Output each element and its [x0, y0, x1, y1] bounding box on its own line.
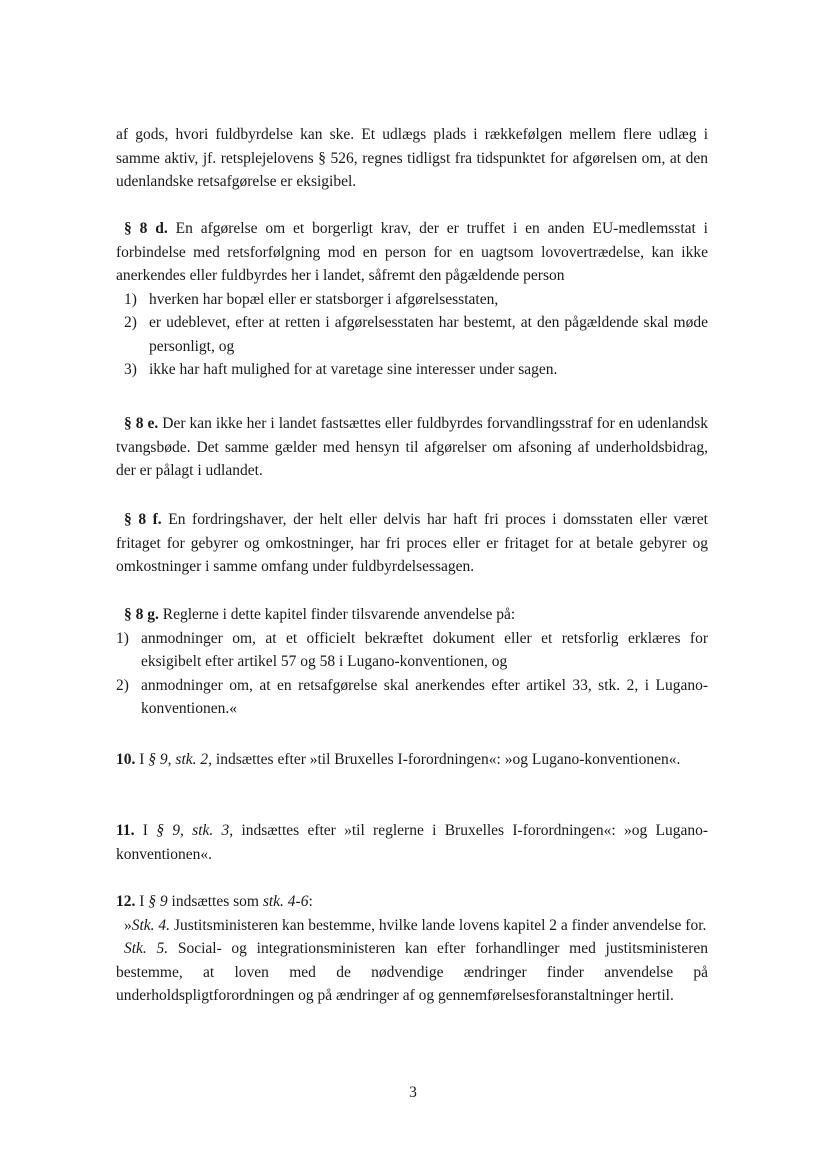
list-item-number: 2)	[124, 314, 137, 331]
amendment-11-number: 11.	[116, 822, 135, 839]
paragraph-continuation: af gods, hvori fuldbyrdelse kan ske. Et udlægs plads i rækkefølgen mellem flere udlæg i samme aktiv, jf. retsplejelovens § 526, regnes tidligst fra tidspunktet for afgørelsen om, at den udenlandske retsafgørelse er eksigibel.	[116, 126, 708, 190]
amendment-12-pre: I	[135, 893, 149, 910]
amendment-11	[116, 819, 708, 866]
list-item-text: ikke har haft mulighed for at varetage sine interesser under sagen.	[149, 361, 558, 378]
amendment-12-number: 12.	[116, 893, 136, 910]
section-8d-text: En afgørelse om et borgerligt krav, der er truffet i en anden EU-medlemsstat i forbindelse med retsforfølgning mod en person for en uagtsom lovovertrædelse, kan ikke anerkendes eller fuldbyrdes her i landet, såfremt den pågældende person	[116, 220, 708, 284]
amendment-12-post: :	[308, 893, 313, 910]
list-item-number: 1)	[124, 290, 137, 308]
amendment-10-number: 10.	[116, 751, 136, 768]
list-item-number: 1)	[116, 629, 129, 647]
amendment-12-reference: § 9	[148, 893, 168, 910]
section-8g-list	[116, 627, 708, 721]
section-8g-heading: § 8 g.	[124, 606, 159, 623]
stk-4-open-quote: »	[124, 916, 132, 934]
stk-5-paragraph	[116, 937, 708, 1008]
section-8f-text: En fordringshaver, der helt eller delvis har haft fri proces i domsstaten eller været fritaget for gebyrer og omkostninger, har fri proces eller er fritaget for at betale gebyrer og omkostninger i samme omfang under fuldbyrdelsessagen.	[116, 511, 708, 575]
list-item-text: anmodninger om, at et officielt bekræftet dokument eller et retsforlig erklæres for eksigibelt efter artikel 57 og 58 i Lugano-konventionen, og	[141, 629, 708, 670]
list-item-text: hverken har bopæl eller er statsborger i afgørelsesstaten,	[149, 290, 499, 308]
amendment-12-mid: indsættes som	[167, 893, 263, 910]
amendment-11-reference: § 9, stk. 3,	[156, 822, 234, 839]
section-8f	[116, 508, 708, 579]
list-item	[116, 674, 708, 721]
stk-5-label: Stk. 5.	[124, 940, 169, 957]
amendment-12	[116, 890, 708, 1008]
section-8d-heading: § 8 d.	[124, 220, 168, 237]
list-item-text: er udeblevet, efter at retten i afgørelsesstaten har bestemt, at den pågældende skal møde personligt, og	[149, 314, 708, 355]
page-number: 3	[409, 1084, 417, 1101]
amendment-12-intro	[116, 890, 708, 914]
section-8f-heading: § 8 f.	[124, 511, 162, 528]
amendment-10-text: indsættes efter »til Bruxelles I-forordningen«: »og Lugano-konventionen«.	[212, 751, 681, 768]
stk-5-text: Social- og integrationsministeren kan efter forhandlinger med justitsministeren bestemme, at loven med de nødvendige ændringer finder anvendelse på underholdspligtforordningen og på ændringer af og gennemførelsesforanstaltninger hertil.	[116, 940, 709, 1004]
list-item	[116, 311, 708, 358]
amendment-10-reference: § 9, stk. 2,	[148, 751, 213, 768]
amendment-12-reference-2: stk. 4-6	[262, 893, 309, 910]
list-item-number: 2)	[116, 676, 129, 694]
list-item	[116, 627, 708, 674]
list-item-number: 3)	[124, 361, 137, 378]
section-8g	[116, 603, 708, 721]
list-item	[116, 358, 708, 382]
section-8d	[116, 217, 708, 382]
section-8g-text: Reglerne i dette kapitel finder tilsvarende anvendelse på:	[158, 606, 516, 623]
stk-4-label: Stk. 4.	[131, 916, 171, 934]
amendment-10-pre: I	[135, 751, 149, 768]
section-8d-list	[116, 288, 708, 382]
section-8e-heading: § 8 e.	[124, 415, 159, 432]
section-8d-intro	[116, 217, 708, 288]
list-item-text: anmodninger om, at en retsafgørelse skal anerkendes efter artikel 33, stk. 2, i Lugano-konventionen.«	[141, 676, 708, 717]
section-8g-intro	[116, 603, 708, 627]
amendment-10	[116, 748, 708, 772]
stk-4-paragraph	[116, 914, 708, 938]
stk-4-text: Justitsministeren kan bestemme, hvilke lande lovens kapitel 2 a finder anvendelse for.	[170, 916, 707, 934]
amendment-11-text: indsættes efter »til reglerne i Bruxelles I-forordningen«: »og Lugano-konventionen«.	[116, 822, 708, 863]
amendment-11-pre: I	[134, 822, 157, 839]
section-8e	[116, 412, 708, 483]
list-item	[116, 288, 708, 312]
section-8e-text: Der kan ikke her i landet fastsættes eller fuldbyrdes forvandlingsstraf for en udenlandsk tvangsbøde. Det samme gælder med hensyn til afgørelser om afsoning af underholdsbidrag, der er pålagt i udlandet.	[116, 415, 708, 479]
